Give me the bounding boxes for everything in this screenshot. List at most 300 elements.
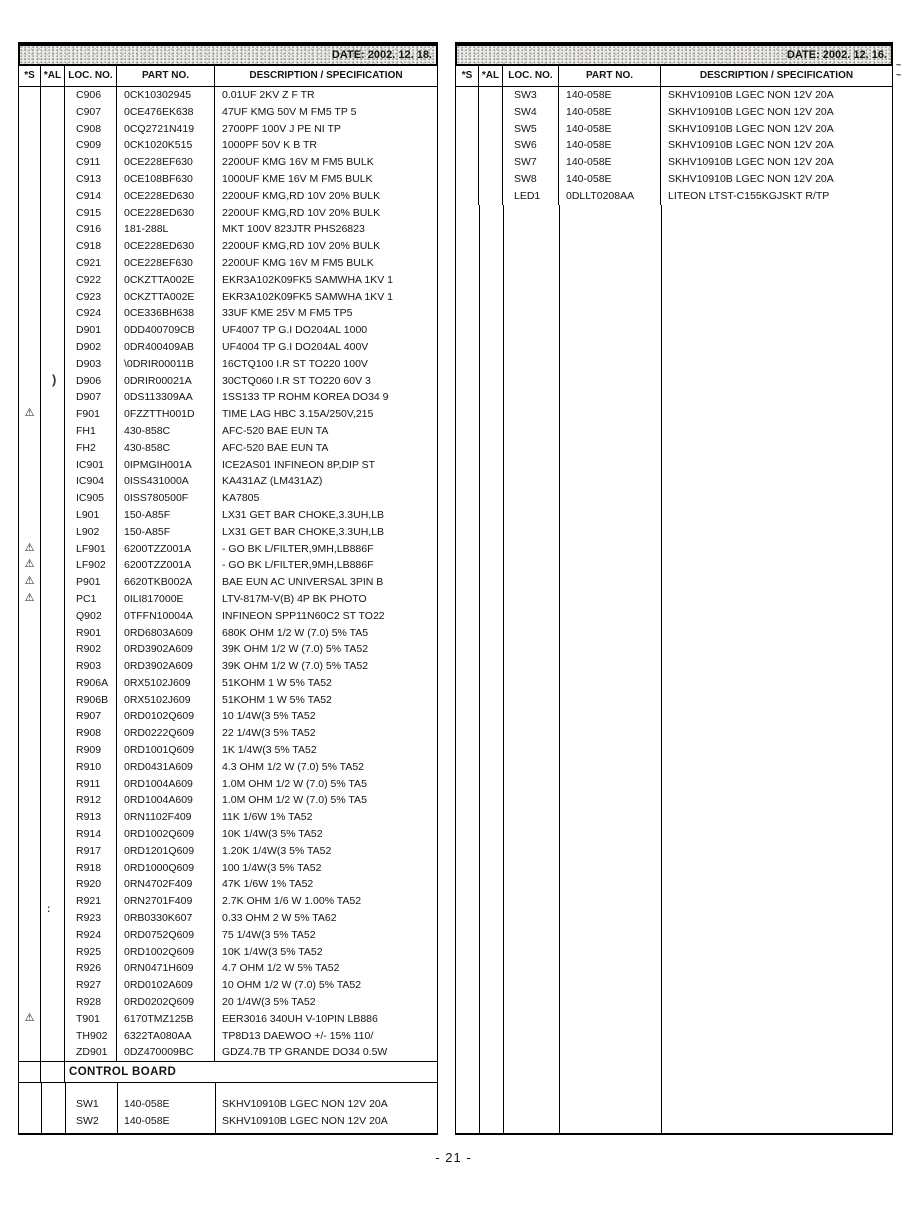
description-cell: 39K OHM 1/2 W (7.0) 5% TA52 — [222, 660, 369, 673]
part-no-cell: 430-858C — [117, 423, 215, 440]
description-cell: 51KOHM 1 W 5% TA52 — [222, 693, 332, 706]
table-row — [19, 658, 437, 675]
control-board-rows-area — [19, 1083, 437, 1133]
loc-no-cell: D903 — [65, 356, 117, 373]
al-cell — [41, 591, 65, 608]
part-no-cell: 0CE228ED630 — [117, 188, 215, 205]
al-cell — [41, 658, 65, 675]
table-row — [19, 238, 437, 255]
part-no-cell: 6620TKB002A — [117, 574, 215, 591]
description-cell: LITEON LTST-C155KGJSKT R/TP — [668, 189, 830, 202]
loc-no-cell: C916 — [65, 221, 117, 238]
warning-triangle-icon: ⚠ — [19, 1011, 41, 1028]
safety-cell — [19, 860, 41, 877]
loc-no-cell: P901 — [65, 574, 117, 591]
safety-cell — [456, 121, 479, 138]
loc-no-cell: FH2 — [65, 440, 117, 457]
table-row — [19, 541, 437, 558]
table-row — [19, 860, 437, 877]
description-cell: 2200UF KMG,RD 10V 20% BULK — [222, 206, 381, 219]
description-cell: AFC-520 BAE EUN TA — [222, 441, 329, 454]
scan-artifact: ~ — [896, 70, 902, 80]
date-label: DATE: 2002. 12. 18. — [331, 49, 432, 61]
part-no-cell: 0RD0222Q609 — [117, 725, 215, 742]
section-title: CONTROL BOARD — [69, 1066, 177, 1079]
part-no-cell: 0TFFN10004A — [117, 608, 215, 625]
part-no-cell: 0DZ470009BC — [117, 1044, 215, 1061]
al-cell — [41, 776, 65, 793]
table-row — [456, 171, 892, 188]
column-header-row — [19, 66, 437, 87]
table-row — [19, 944, 437, 961]
description-cell: 33UF KME 25V M FM5 TP5 — [222, 307, 353, 320]
al-cell — [41, 860, 65, 877]
description-cell: 10K 1/4W(3 5% TA52 — [222, 945, 323, 958]
safety-cell — [19, 725, 41, 742]
description-cell: EER3016 340UH V-10PIN LB886 — [222, 1012, 378, 1025]
safety-cell — [19, 792, 41, 809]
part-no-cell: 0RX5102J609 — [117, 675, 215, 692]
loc-no-cell: D906 — [65, 373, 117, 390]
table-row — [19, 910, 437, 927]
description-cell: 2200UF KMG 16V M FM5 BULK — [222, 156, 374, 169]
table-row — [19, 574, 437, 591]
table-row — [19, 423, 437, 440]
al-cell — [41, 944, 65, 961]
table-row — [19, 221, 437, 238]
description-cell: 4.7 OHM 1/2 W 5% TA52 — [222, 962, 340, 975]
loc-no-cell: R925 — [65, 944, 117, 961]
table-row — [456, 188, 892, 205]
loc-no-cell: R912 — [65, 792, 117, 809]
part-no-cell: 0DRIR00021A — [117, 373, 215, 390]
description-cell: AFC-520 BAE EUN TA — [222, 424, 329, 437]
date-label: DATE: 2002. 12. 16. — [786, 49, 887, 61]
description-cell: KA431AZ (LM431AZ) — [222, 475, 323, 488]
al-cell — [479, 154, 503, 171]
description-cell: 1000UF KME 16V M FM5 BULK — [222, 172, 373, 185]
description-cell: SKHV10910B LGEC NON 12V 20A — [668, 139, 834, 152]
description-cell: 0.01UF 2KV Z F TR — [222, 89, 315, 101]
safety-cell — [19, 305, 41, 322]
loc-no-cell: Q902 — [65, 608, 117, 625]
al-cell — [41, 910, 65, 927]
safety-cell — [19, 524, 41, 541]
banner-al-cell — [41, 1062, 65, 1082]
al-cell — [41, 977, 65, 994]
loc-no-cell: R903 — [65, 658, 117, 675]
table-row — [19, 725, 437, 742]
table-row — [19, 406, 437, 423]
al-cell — [41, 826, 65, 843]
safety-cell — [19, 121, 41, 138]
al-cell — [41, 339, 65, 356]
table-row — [19, 524, 437, 541]
safety-cell — [456, 104, 479, 121]
description-cell: GDZ4.7B TP GRANDE DO34 0.5W — [222, 1046, 388, 1059]
safety-cell — [19, 171, 41, 188]
description-cell: 2700PF 100V J PE NI TP — [222, 122, 341, 135]
table-row — [19, 272, 437, 289]
safety-cell — [19, 944, 41, 961]
safety-cell — [19, 776, 41, 793]
part-no-cell: 140-058E — [559, 171, 661, 188]
loc-no-cell: C907 — [65, 104, 117, 121]
column-divider — [479, 205, 480, 1133]
description-cell: 100 1/4W(3 5% TA52 — [222, 861, 322, 874]
al-cell — [41, 541, 65, 558]
safety-cell — [19, 339, 41, 356]
loc-no-cell: L901 — [65, 507, 117, 524]
loc-no-cell: R908 — [65, 725, 117, 742]
table-row — [19, 625, 437, 642]
parts-list-table-left — [18, 42, 438, 1135]
date-header-bar — [455, 42, 893, 66]
part-no-cell: 0IPMGIH001A — [117, 457, 215, 474]
part-no-cell: 140-058E — [559, 104, 661, 121]
table-row — [19, 171, 437, 188]
al-cell — [41, 692, 65, 709]
part-no-cell: 0RD0102Q609 — [117, 708, 215, 725]
al-cell — [41, 389, 65, 406]
parts-rows — [456, 87, 892, 205]
part-no-cell: 0RD1004A609 — [117, 792, 215, 809]
description-cell: 47UF KMG 50V M FM5 TP 5 — [222, 105, 357, 118]
safety-cell — [19, 322, 41, 339]
description-cell: 2.7K OHM 1/6 W 1.00% TA52 — [222, 895, 362, 908]
loc-no-cell: LED1 — [503, 188, 559, 205]
loc-no-cell: T901 — [65, 1011, 117, 1028]
al-cell — [41, 490, 65, 507]
part-no-cell: 0RD1201Q609 — [117, 843, 215, 860]
table-row — [19, 154, 437, 171]
warning-triangle-icon: ⚠ — [19, 574, 41, 591]
al-cell — [41, 574, 65, 591]
table-row — [19, 826, 437, 843]
safety-cell — [19, 742, 41, 759]
safety-cell — [19, 893, 41, 910]
safety-cell — [19, 675, 41, 692]
safety-cell — [456, 171, 479, 188]
description-cell: ICE2AS01 INFINEON 8P,DIP ST — [222, 458, 376, 471]
table-row — [456, 154, 892, 171]
column-divider — [661, 205, 662, 1133]
safety-cell — [19, 826, 41, 843]
warning-triangle-icon: ⚠ — [19, 541, 41, 558]
al-cell — [41, 759, 65, 776]
safety-cell — [19, 625, 41, 642]
part-no-cell: 430-858C — [117, 440, 215, 457]
description-cell: LX31 GET BAR CHOKE,3.3UH,LB — [222, 525, 385, 538]
loc-no-cell: F901 — [65, 406, 117, 423]
al-cell — [479, 188, 503, 205]
part-no-cell: 0CQ2721N419 — [117, 121, 215, 138]
description-cell: LX31 GET BAR CHOKE,3.3UH,LB — [222, 508, 385, 521]
loc-no-cell: C914 — [65, 188, 117, 205]
loc-no-cell: IC901 — [65, 457, 117, 474]
al-cell — [41, 792, 65, 809]
part-no-cell: 0ISS780500F — [117, 490, 215, 507]
loc-no-cell: SW3 — [503, 87, 559, 104]
part-no-cell: 140-058E — [124, 1115, 170, 1128]
scan-artifact: ~ — [896, 60, 902, 70]
loc-no-cell: ZD901 — [65, 1044, 117, 1061]
part-no-cell: 0DD400709CB — [117, 322, 215, 339]
table-row — [19, 440, 437, 457]
description-cell: 1.0M OHM 1/2 W (7.0) 5% TA5 — [222, 794, 367, 807]
loc-no-cell: C921 — [65, 255, 117, 272]
part-no-cell: 0RD0431A609 — [117, 759, 215, 776]
loc-no-cell: R927 — [65, 977, 117, 994]
part-no-cell: 181-288L — [117, 221, 215, 238]
loc-no-cell: R906A — [65, 675, 117, 692]
loc-no-cell: R913 — [65, 809, 117, 826]
safety-cell — [19, 289, 41, 306]
loc-no-cell: R924 — [65, 927, 117, 944]
table-row — [19, 977, 437, 994]
safety-cell — [19, 1096, 41, 1113]
al-cell — [479, 121, 503, 138]
safety-cell — [19, 608, 41, 625]
column-header-loc-no: LOC. NO. — [65, 66, 117, 86]
al-cell — [41, 440, 65, 457]
safety-cell — [19, 1044, 41, 1061]
loc-no-cell: R923 — [65, 910, 117, 927]
al-cell — [41, 305, 65, 322]
part-no-cell: \0DRIR00011B — [117, 356, 215, 373]
al-cell — [41, 423, 65, 440]
part-no-cell: 0RD6803A609 — [117, 625, 215, 642]
loc-no-cell: IC904 — [65, 473, 117, 490]
table-row — [456, 137, 892, 154]
empty-table-area — [456, 205, 892, 1133]
safety-cell — [19, 457, 41, 474]
part-no-cell: 140-058E — [559, 87, 661, 104]
safety-cell — [19, 473, 41, 490]
al-cell — [41, 809, 65, 826]
al-cell — [41, 238, 65, 255]
table-row — [19, 1096, 437, 1113]
part-no-cell: 0RN0471H609 — [117, 960, 215, 977]
table-row — [19, 708, 437, 725]
description-cell: 1.20K 1/4W(3 5% TA52 — [222, 844, 332, 857]
loc-no-cell: C922 — [65, 272, 117, 289]
table-row — [19, 255, 437, 272]
part-no-cell: 0RD1001Q609 — [117, 742, 215, 759]
part-no-cell: 150-A85F — [117, 524, 215, 541]
part-no-cell: 0CE228EF630 — [117, 154, 215, 171]
al-cell — [41, 104, 65, 121]
description-cell: 2200UF KMG,RD 10V 20% BULK — [222, 189, 381, 202]
loc-no-cell: C923 — [65, 289, 117, 306]
al-cell — [41, 994, 65, 1011]
part-no-cell: 0ILI817000E — [117, 591, 215, 608]
table-row — [19, 322, 437, 339]
loc-no-cell: R910 — [65, 759, 117, 776]
safety-cell — [19, 759, 41, 776]
description-cell: BAE EUN AC UNIVERSAL 3PIN B — [222, 576, 384, 589]
loc-no-cell: SW7 — [503, 154, 559, 171]
loc-no-cell: R911 — [65, 776, 117, 793]
part-no-cell: 140-058E — [559, 137, 661, 154]
part-no-cell: 0RD0752Q609 — [117, 927, 215, 944]
table-row — [19, 389, 437, 406]
table-row — [456, 87, 892, 104]
part-no-cell: 0RN1102F409 — [117, 809, 215, 826]
column-header-description: DESCRIPTION / SPECIFICATION — [249, 70, 403, 81]
warning-triangle-icon: ⚠ — [19, 591, 41, 608]
safety-cell — [19, 104, 41, 121]
column-header-row — [456, 66, 892, 87]
loc-no-cell: R902 — [65, 641, 117, 658]
table-row — [19, 876, 437, 893]
description-cell: SKHV10910B LGEC NON 12V 20A — [222, 1098, 388, 1111]
safety-cell — [19, 373, 41, 390]
parts-rows — [19, 87, 437, 1061]
loc-no-cell: R906B — [65, 692, 117, 709]
loc-no-cell: D901 — [65, 322, 117, 339]
part-no-cell: 0RN4702F409 — [117, 876, 215, 893]
table-row — [19, 809, 437, 826]
description-cell: SKHV10910B LGEC NON 12V 20A — [668, 105, 834, 118]
safety-cell — [19, 137, 41, 154]
table-row — [19, 289, 437, 306]
part-no-cell: 140-058E — [559, 121, 661, 138]
part-no-cell: 0DS113309AA — [117, 389, 215, 406]
al-cell — [41, 289, 65, 306]
safety-cell — [456, 137, 479, 154]
al-cell — [41, 188, 65, 205]
part-no-cell: 0CK10302945 — [117, 87, 215, 104]
table-row — [19, 675, 437, 692]
part-no-cell: 0CK1020K515 — [117, 137, 215, 154]
safety-cell — [456, 188, 479, 205]
safety-cell — [19, 960, 41, 977]
al-cell — [41, 742, 65, 759]
description-cell: 22 1/4W(3 5% TA52 — [222, 727, 316, 740]
column-header-part-no: PART NO. — [559, 66, 661, 86]
description-cell: TP8D13 DAEWOO +/- 15% 110/ — [222, 1029, 374, 1042]
part-no-cell: 0DLLT0208AA — [559, 188, 661, 205]
table-row — [19, 893, 437, 910]
table-row — [19, 641, 437, 658]
description-cell: 0.33 OHM 2 W 5% TA62 — [222, 912, 337, 925]
al-cell — [41, 960, 65, 977]
al-cell — [41, 205, 65, 222]
loc-no-cell: R907 — [65, 708, 117, 725]
description-cell: 10 OHM 1/2 W (7.0) 5% TA52 — [222, 979, 362, 992]
safety-cell — [19, 440, 41, 457]
loc-no-cell: SW4 — [503, 104, 559, 121]
description-cell: SKHV10910B LGEC NON 12V 20A — [668, 89, 834, 101]
description-cell: 39K OHM 1/2 W (7.0) 5% TA52 — [222, 643, 369, 656]
warning-triangle-icon: ⚠ — [19, 406, 41, 423]
table-row — [19, 205, 437, 222]
table-row — [19, 188, 437, 205]
al-cell — [41, 255, 65, 272]
part-no-cell: 0RD0202Q609 — [117, 994, 215, 1011]
al-cell — [41, 524, 65, 541]
loc-no-cell: TH902 — [65, 1028, 117, 1045]
table-row — [456, 121, 892, 138]
part-no-cell: 0DR400409AB — [117, 339, 215, 356]
table-row — [19, 742, 437, 759]
safety-cell — [19, 641, 41, 658]
table-row — [19, 339, 437, 356]
table-row — [19, 1044, 437, 1061]
loc-no-cell: SW5 — [503, 121, 559, 138]
safety-cell — [19, 507, 41, 524]
al-cell — [479, 171, 503, 188]
loc-no-cell: FH1 — [65, 423, 117, 440]
table-row — [19, 1028, 437, 1045]
description-cell: 10 1/4W(3 5% TA52 — [222, 710, 316, 723]
description-cell: TIME LAG HBC 3.15A/250V,215 — [222, 408, 374, 421]
al-cell — [41, 406, 65, 423]
table-row — [19, 960, 437, 977]
part-no-cell: 0RD1002Q609 — [117, 944, 215, 961]
table-row — [19, 137, 437, 154]
table-row — [19, 104, 437, 121]
safety-cell — [19, 272, 41, 289]
part-no-cell: 0RB0330K607 — [117, 910, 215, 927]
al-cell — [41, 725, 65, 742]
part-no-cell: 0RD1000Q609 — [117, 860, 215, 877]
description-cell: UF4007 TP G.I DO204AL 1000 — [222, 324, 368, 337]
loc-no-cell: R921 — [65, 893, 117, 910]
description-cell: KA7805 — [222, 492, 260, 505]
loc-no-cell: C913 — [65, 171, 117, 188]
table-row — [19, 692, 437, 709]
date-header-bar — [18, 42, 438, 66]
description-cell: 51KOHM 1 W 5% TA52 — [222, 676, 332, 689]
column-divider — [559, 205, 560, 1133]
safety-cell — [456, 154, 479, 171]
parts-list-table-right — [455, 42, 893, 1135]
part-no-cell: 0CE476EK638 — [117, 104, 215, 121]
loc-no-cell: LF901 — [65, 541, 117, 558]
part-no-cell: 0CKZTTA002E — [117, 272, 215, 289]
part-no-cell: 0ISS431000A — [117, 473, 215, 490]
description-cell: 1SS133 TP ROHM KOREA DO34 9 — [222, 391, 389, 404]
column-header-safety: *S — [19, 66, 41, 86]
table-row — [19, 305, 437, 322]
column-header-description: DESCRIPTION / SPECIFICATION — [699, 70, 854, 81]
description-cell: INFINEON SPP11N60C2 ST TO22 — [222, 609, 385, 622]
description-cell: 1000PF 50V K B TR — [222, 139, 317, 152]
al-cell — [41, 87, 65, 104]
part-no-cell: 0CE336BH638 — [117, 305, 215, 322]
safety-cell — [19, 876, 41, 893]
part-no-cell: 0RX5102J609 — [117, 692, 215, 709]
table-row — [19, 457, 437, 474]
part-no-cell: 0CE228ED630 — [117, 205, 215, 222]
description-cell: 47K 1/6W 1% TA52 — [222, 878, 314, 891]
al-cell — [41, 1028, 65, 1045]
safety-cell — [19, 221, 41, 238]
column-header-part-no: PART NO. — [117, 66, 215, 86]
loc-no-cell: C924 — [65, 305, 117, 322]
loc-no-cell: R928 — [65, 994, 117, 1011]
description-cell: 680K OHM 1/2 W (7.0) 5% TA5 — [222, 626, 369, 639]
safety-cell — [19, 977, 41, 994]
al-cell — [41, 356, 65, 373]
safety-cell — [19, 843, 41, 860]
description-cell: SKHV10910B LGEC NON 12V 20A — [668, 122, 834, 135]
safety-cell — [19, 154, 41, 171]
al-cell — [41, 1044, 65, 1061]
part-no-cell: 140-058E — [124, 1098, 170, 1111]
